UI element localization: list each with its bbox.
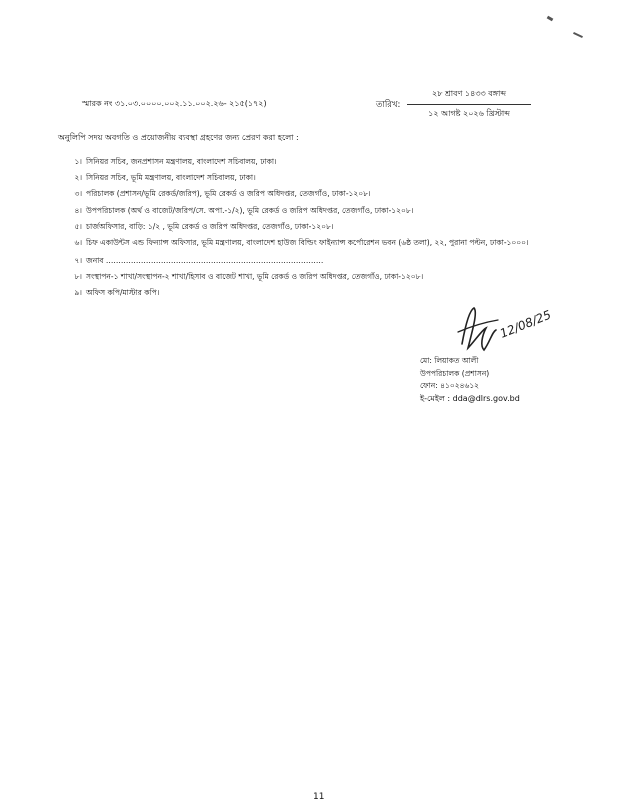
list-item-number: ১। xyxy=(74,157,82,166)
list-item-text: চিফ একাউন্টস এন্ড ফিন্যান্স অফিসার, ভূমি মন্ত্রণালয়, বাংলাদেশ হাউজ বিল্ডিং ফাইন্যান্স কর্পোরেশন ভবন (৬ষ্ঠ তলা), ২২, পুরানা পল্টন, ঢাকা-১০০০। xyxy=(86,237,529,247)
copy-intro: অনুলিপি সদয় অবগতি ও প্রয়োজনীয় ব্যবস্থা গ্রহণের জন্য প্রেরণ করা হলো : xyxy=(58,133,299,142)
date-block xyxy=(405,88,533,121)
list-item xyxy=(58,205,538,216)
recipient-list xyxy=(58,156,538,303)
list-item xyxy=(58,237,538,250)
scan-artifact-mark xyxy=(547,16,554,22)
list-item-number: ৭। xyxy=(74,255,82,265)
list-item-text: অফিস কপি/মাস্টার কপি। xyxy=(86,288,160,297)
list-item-number: ৯। xyxy=(74,288,82,297)
list-item-number: ৩। xyxy=(74,189,82,199)
scan-artifact-mark xyxy=(573,32,583,38)
signatory-designation: উপপরিচালক (প্রশাসন) xyxy=(420,368,490,378)
list-item xyxy=(58,255,538,266)
list-item xyxy=(58,221,538,232)
memo-number: স্মারক নং ৩১.০৩.০০০০.০০২.১১.০০২.২৬- ২১৫(১৭২) xyxy=(82,99,267,108)
signature-date: 12/08/25 xyxy=(497,307,554,341)
signatory-phone: ফোন: ৪১০২৪৬১২ xyxy=(420,381,480,390)
list-item-number: ৪। xyxy=(74,205,82,215)
list-item-text: সংস্থাপন-১ শাখা/সংস্থাপন-২ শাখা/হিসাব ও বাজেট শাখা, ভূমি রেকর্ড ও জরিপ অধিদপ্তর, তেজগাঁও, ঢাকা-১২০৮। xyxy=(86,271,424,281)
list-item-text: জনাব …………………………………………………………………………… xyxy=(86,255,324,265)
date-bengali: ২৮ শ্রাবণ ১৪৩৩ বঙ্গাব্দ xyxy=(432,89,506,98)
list-item xyxy=(58,271,538,282)
signatory-name: মো: লিয়াকত আলী xyxy=(420,356,479,365)
list-item-text: পরিচালক (প্রশাসন/ভূমি রেকর্ড/জরিপ), ভূমি রেকর্ড ও জরিপ অধিদপ্তর, তেজগাঁও, ঢাকা-১২০৮। xyxy=(86,189,371,199)
date-gregorian: ১২ আগষ্ট ২০২৬ খ্রিস্টাব্দ xyxy=(428,109,510,118)
list-item xyxy=(58,172,538,183)
list-item xyxy=(58,287,538,298)
list-item-text: সিনিয়র সচিব, ভূমি মন্ত্রণালয়, বাংলাদেশ সচিবালয়, ঢাকা। xyxy=(86,173,256,183)
list-item-number: ৮। xyxy=(74,271,82,281)
list-item xyxy=(58,156,538,167)
date-label: তারিখ: xyxy=(376,100,401,110)
handwritten-signature xyxy=(452,302,582,362)
list-item-number: ২। xyxy=(74,173,82,183)
signatory-block xyxy=(420,355,520,405)
signatory-email: ই-মেইল : dda@dlrs.gov.bd xyxy=(420,393,520,403)
list-item-number: ৫। xyxy=(74,221,82,231)
list-item-text: চার্জঅফিসার, বাড়ি: ১/২ , ভূমি রেকর্ড ও জরিপ অধিদপ্তর, তেজগাঁও, ঢাকা-১২০৮। xyxy=(86,221,334,231)
list-item xyxy=(58,188,538,199)
list-item-text: সিনিয়র সচিব, জনপ্রশাসন মন্ত্রণালয়, বাংলাদেশ সচিবালয়, ঢাকা। xyxy=(86,157,277,166)
page-number: 11 xyxy=(313,792,325,802)
list-item-text: উপপরিচালক (অর্থ ও বাজেট/জরিপ/সে. অপা.-১/২), ভূমি রেকর্ড ও জরিপ অধিদপ্তর, তেজগাঁও, ঢাকা-১২০৮। xyxy=(86,205,414,215)
list-item-number: ৬। xyxy=(74,237,82,247)
